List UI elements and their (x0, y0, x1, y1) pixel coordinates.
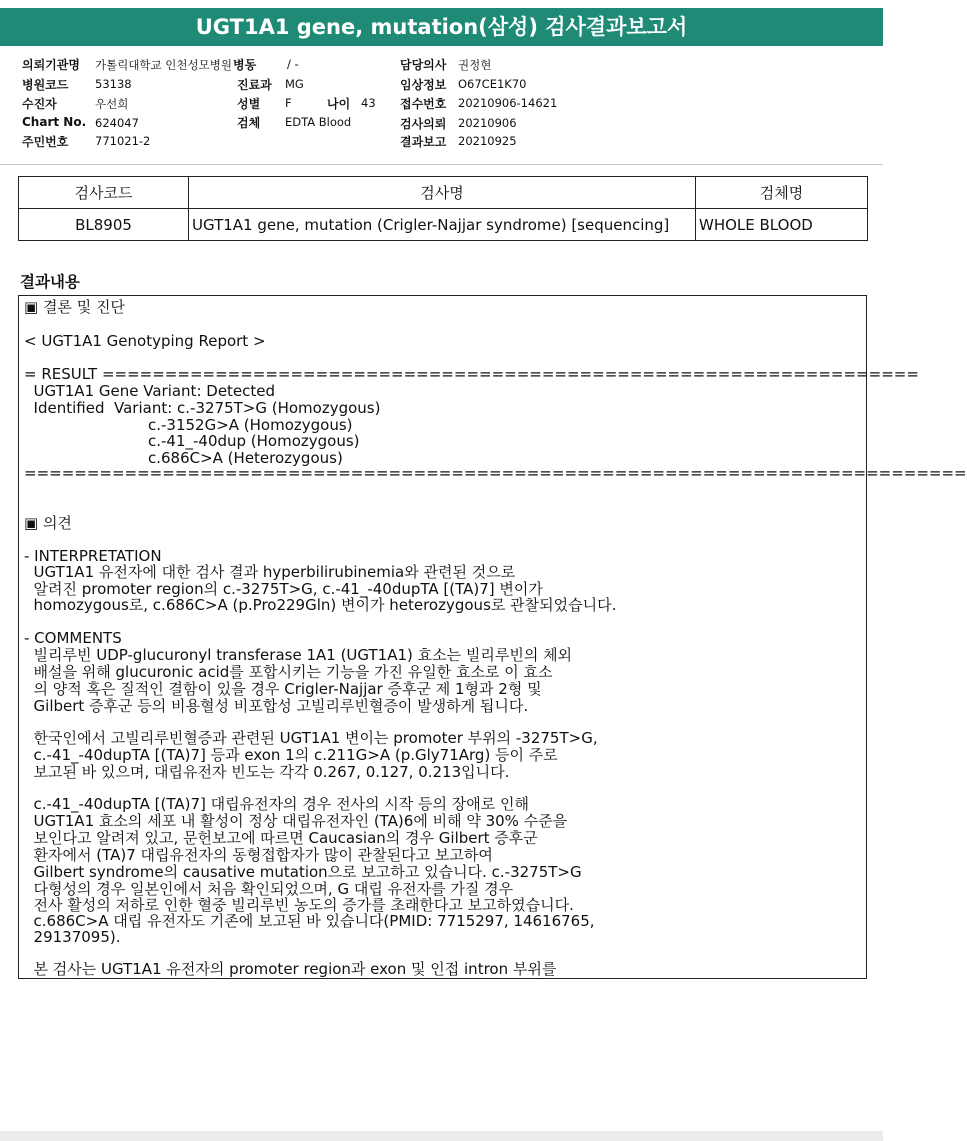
reception-label: 접수번호 (400, 97, 447, 111)
comment-line: c.-41_-40dupTA [(TA)7] 등과 exon 1의 c.211G>A (p.Gly71Arg) 등이 주로 (24, 746, 558, 764)
comment-line: Gilbert 증후군 등의 비용혈성 비포합성 고빌리루빈혈증이 발생하게 됩니다. (24, 697, 529, 715)
doctor-value: 권정현 (458, 58, 492, 72)
sex-value: F (285, 96, 292, 110)
result-report-value: 20210925 (458, 134, 517, 148)
test-table (18, 176, 868, 241)
comment-line: UGT1A1 효소의 세포 내 활성이 정상 대립유전자인 (TA)6에 비해 약 30% 수준을 (24, 812, 568, 830)
institution-value: 가톨릭대학교 인천성모병원 (95, 58, 232, 72)
genotyping-report-title: < UGT1A1 Genotyping Report > (24, 332, 266, 350)
result-report-label: 결과보고 (400, 135, 447, 149)
comment-line: 한국인에서 고빌리루빈혈증과 관련된 UGT1A1 변이는 promoter 부위의 -3275T>G, (24, 729, 598, 747)
reception-value: 20210906-14621 (458, 96, 558, 110)
comment-line: 29137095). (24, 928, 121, 946)
comments-heading: - COMMENTS (24, 629, 122, 647)
institution-label: 의뢰기관명 (22, 58, 80, 72)
results-section-title: 결과내용 (20, 273, 80, 291)
comment-line: c.686C>A 대립 유전자도 기존에 보고된 바 있습니다(PMID: 7715297, 14616765, (24, 912, 595, 930)
result-line: UGT1A1 Gene Variant: Detected (24, 382, 276, 400)
clinical-label: 임상정보 (400, 78, 447, 92)
comment-line: c.-41_-40dupTA [(TA)7] 대립유전자의 경우 전사의 시작 등의 장애로 인해 (24, 795, 530, 813)
test-table-header-row (19, 177, 868, 209)
interpretation-line: UGT1A1 유전자에 대한 검사 결과 hyperbilirubinemia와 관련된 것으로 (24, 563, 516, 581)
result-separator-top: = RESULT ================================================================= (24, 365, 919, 383)
specimen-value: EDTA Blood (285, 115, 352, 129)
dept-label: 진료과 (237, 78, 272, 92)
ward-label: 병동 (233, 58, 257, 72)
age-value: 43 (361, 96, 376, 110)
request-value: 20210906 (458, 116, 517, 130)
comment-line: 보고된 바 있으며, 대립유전자 빈도는 각각 0.267, 0.127, 0.213입니다. (24, 763, 510, 781)
col-header-name: 검사명 (189, 177, 696, 209)
examinee-value: 우선희 (95, 97, 129, 111)
comment-line: 환자에서 (TA)7 대립유전자의 동형접합자가 많이 관찰된다고 보고하여 (24, 846, 493, 864)
col-header-specimen: 검체명 (696, 177, 868, 209)
clinical-value: O67CE1K70 (458, 77, 527, 91)
ward-value: / - (287, 57, 299, 71)
result-line: c.-41_-40dup (Homozygous) (24, 432, 360, 450)
report-header (0, 50, 883, 164)
report-title: UGT1A1 gene, mutation(삼성) 검사결과보고서 (0, 8, 883, 46)
comment-line: 배설을 위해 glucuronic acid를 포합시키는 기능을 가진 유일한 효소로 이 효소 (24, 663, 553, 681)
result-line: c.-3152G>A (Homozygous) (24, 416, 353, 434)
table-row (19, 209, 868, 241)
result-separator-bottom: =========================================================================== (24, 464, 967, 482)
specimen-label: 검체 (237, 116, 261, 130)
request-label: 검사의뢰 (400, 117, 447, 131)
comment-line: 보인다고 알려져 있고, 문헌보고에 따르면 Caucasian의 경우 Gilbert 증후군 (24, 829, 538, 847)
sex-label: 성별 (237, 97, 261, 111)
comment-line: 빌리루빈 UDP-glucuronyl transferase 1A1 (UGT1A1) 효소는 빌리루빈의 체외 (24, 646, 573, 664)
rrn-value: 771021-2 (95, 134, 151, 148)
chart-label: Chart No. (22, 115, 87, 129)
hospital-code-value: 53138 (95, 77, 132, 91)
age-label: 나이 (327, 97, 351, 111)
comment-line: 본 검사는 UGT1A1 유전자의 promoter region과 exon 및 인접 intron 부위를 (24, 960, 557, 978)
comment-line: 전사 활성의 저하로 인한 혈중 빌리루빈 농도의 증가를 초래한다고 보고하였습니다. (24, 896, 574, 914)
opinion-heading: ▣ 의견 (24, 514, 72, 532)
hospital-code-label: 병원코드 (22, 78, 69, 92)
header-divider (0, 164, 883, 165)
comment-line: 의 양적 혹은 질적인 결함이 있을 경우 Crigler-Najjar 증후군 제 1형과 2형 및 (24, 680, 542, 698)
specimen-name-cell: WHOLE BLOOD (696, 209, 868, 241)
conclusion-heading: ▣ 결론 및 진단 (24, 298, 125, 316)
interpretation-line: homozygous로, c.686C>A (p.Pro229Gln) 변이가 heterozygous로 관찰되었습니다. (24, 596, 617, 614)
footer-strip (0, 1131, 883, 1141)
test-code-cell: BL8905 (19, 209, 189, 241)
examinee-label: 수진자 (22, 97, 57, 111)
rrn-label: 주민번호 (22, 135, 69, 149)
test-name-cell: UGT1A1 gene, mutation (Crigler-Najjar syndrome) [sequencing] (189, 209, 696, 241)
comment-line: 다형성의 경우 일본인에서 처음 확인되었으며, G 대립 유전자를 가질 경우 (24, 880, 514, 898)
interpretation-line: 알려진 promoter region의 c.-3275T>G, c.-41_-40dupTA [(TA)7] 변이가 (24, 580, 543, 598)
result-line: c.686C>A (Heterozygous) (24, 449, 343, 467)
result-line: Identified Variant: c.-3275T>G (Homozygous) (24, 399, 381, 417)
results-box (18, 295, 967, 979)
chart-value: 624047 (95, 116, 139, 130)
interpretation-heading: - INTERPRETATION (24, 547, 162, 565)
doctor-label: 담당의사 (400, 58, 447, 72)
col-header-code: 검사코드 (19, 177, 189, 209)
dept-value: MG (285, 77, 304, 91)
comment-line: Gilbert syndrome의 causative mutation으로 보고하고 있습니다. c.-3275T>G (24, 863, 582, 881)
